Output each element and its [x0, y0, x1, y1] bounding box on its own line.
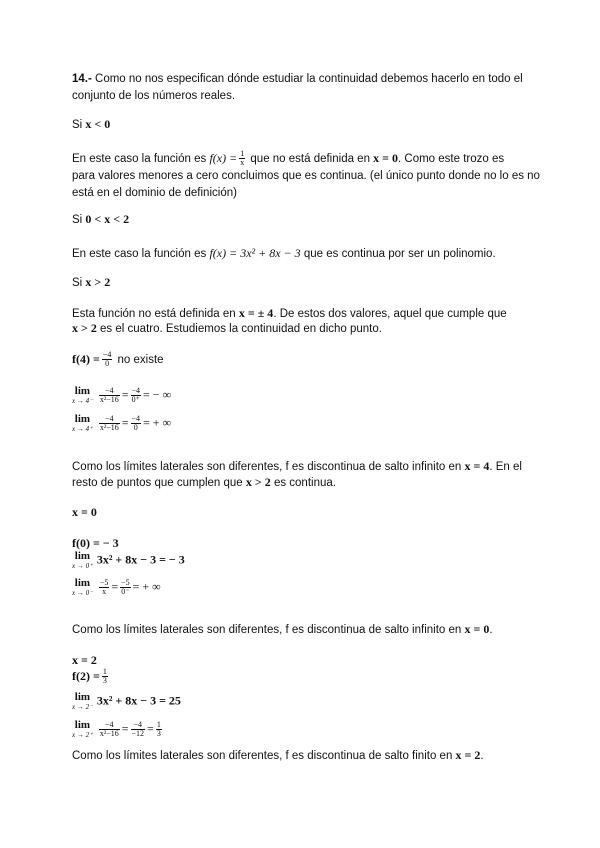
fraction: $\frac{-4}{\text{x²−16}}$: [99, 720, 119, 738]
problem-number: 14.-: [72, 73, 92, 85]
fraction: $\frac{1}{3}$: [156, 720, 161, 738]
intro-line-1: 14.- Como no nos especifican dónde estudiar la continuidad debemos hacerlo en todo el: [72, 73, 523, 85]
case1-heading: Si x < 0: [72, 117, 111, 131]
fraction: $\frac{-5}{x}$: [99, 578, 109, 596]
conclusion-4-line-1: Como los límites laterales son diferentes, f es discontinua de salto infinito en x = 4. En el: [72, 459, 522, 473]
limit-4-right: lim x → 4⁺ $\frac{-4}{\text{x²−16}}$ = $\frac{-4}{0}$ = + ∞: [72, 413, 172, 433]
f4-line: f(4) = $\frac{-4}{0}$ no existe: [72, 350, 164, 369]
f2-line: f(2) = $\frac{1}{3}$: [72, 667, 107, 686]
fraction: $\frac{-4}{0^+}$: [131, 386, 141, 404]
conclusion-4-line-2: resto de puntos que cumplen que x > 2 es continua.: [72, 475, 336, 489]
point0-heading: x = 0: [72, 505, 97, 519]
fraction: $\frac{-4}{\text{x²−16}}$: [99, 386, 119, 404]
fraction: $\frac{1}{x}$: [240, 149, 245, 168]
fraction: $\frac{-4}{\text{x²−16}}$: [99, 414, 119, 432]
fraction: $\frac{-4}{0}$: [102, 350, 112, 369]
f0-line: f(0) = − 3: [72, 536, 119, 550]
case1-line-2: para valores menores a cero concluimos que es continua. (el único punto donde no lo es no: [72, 170, 540, 182]
case1-line-1: En este caso la función es f(x) = $\frac{1}{x}$ que no está definida en x = 0. Como este trozo es: [72, 149, 505, 168]
point2-heading: x = 2: [72, 653, 97, 667]
limit-0-right: lim x → 0⁺ 3x² + 8x − 3 = − 3: [72, 550, 185, 570]
case2-heading: Si 0 < x < 2: [72, 212, 130, 226]
case3-line-2: x > 2 es el cuatro. Estudiemos la continuidad en dicho punto.: [72, 321, 382, 335]
case3-heading: Si x > 2: [72, 275, 111, 289]
fraction: $\frac{-4}{0}$: [131, 414, 141, 432]
limit-4-left: lim x → 4⁻ $\frac{-4}{\text{x²−16}}$ = $\frac{-4}{0^+}$ = − ∞: [72, 385, 172, 405]
case3-line-1: Esta función no está definida en x = ± 4. De estos dos valores, aquel que cumple que: [72, 306, 507, 320]
case2-line: En este caso la función es f(x) = 3x² + 8x − 3 que es continua por ser un polinomio.: [72, 246, 496, 260]
intro-line-2: conjunto de los números reales.: [72, 90, 236, 102]
case1-line-3: está en el dominio de definición): [72, 187, 237, 199]
fraction: $\frac{-4}{-12}$: [131, 720, 145, 738]
conclusion-0: Como los límites laterales son diferentes, f es discontinua de salto infinito en x = 0.: [72, 622, 493, 636]
fraction: $\frac{-5}{0^-}$: [121, 578, 130, 596]
limit-2-right: lim x → 2⁺ $\frac{-4}{\text{x²−16}}$ = $\frac{-4}{-12}$ = $\frac{1}{3}$: [72, 719, 161, 739]
limit-0-left: lim x → 0⁻ $\frac{-5}{x}$ = $\frac{-5}{0^-}$ = + ∞: [72, 577, 161, 597]
conclusion-2: Como los límites laterales son diferentes, f es discontinua de salto finito en x = 2.: [72, 748, 484, 762]
limit-2-left: lim x → 2⁻ 3x² + 8x − 3 = 25: [72, 691, 181, 711]
fraction: $\frac{1}{3}$: [102, 667, 107, 686]
